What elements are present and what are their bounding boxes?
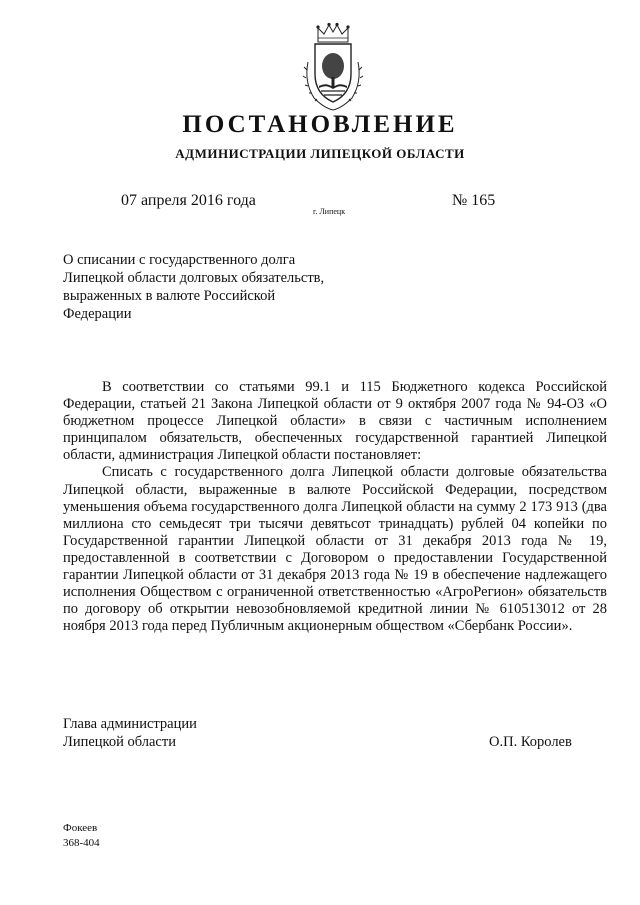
signatory-position-line: Глава администрации <box>63 716 197 732</box>
subject-line: выраженных в валюте Российской <box>63 288 276 304</box>
executor-name: Фокеев <box>63 822 98 834</box>
document-date: 07 апреля 2016 года <box>121 192 256 209</box>
body-paragraph: В соответствии со статьями 99.1 и 115 Бюджетного кодекса Российской Федерации, статьей 21 Закона Липецкой области от 9 октября 2007 года № 94-ОЗ «О бюджетном процессе Липецкой области» в связи с частичным исполнением принципалом обязательств, обеспеченных государственной гарантией Липецкой области, администрация Липецкой области постановляет: <box>63 379 607 464</box>
executor-phone: 368-404 <box>63 837 100 849</box>
document-city: г. Липецк <box>313 207 346 216</box>
executor-info <box>63 821 100 851</box>
lipetsk-coat-of-arms-icon <box>300 22 366 114</box>
document-issuer: АДМИНИСТРАЦИИ ЛИПЕЦКОЙ ОБЛАСТИ <box>175 146 465 161</box>
document-subject <box>63 251 363 323</box>
document-title: ПОСТАНОВЛЕНИЕ <box>182 111 458 138</box>
subject-line: О списании с государственного долга <box>63 252 296 268</box>
signatory-name: О.П. Королев <box>489 734 572 750</box>
subject-line: Липецкой области долговых обязательств, <box>63 270 325 286</box>
signatory-position-line: Липецкой области <box>63 734 176 750</box>
body-paragraph: Списать с государственного долга Липецкой области долговые обязательства Липецкой области, выраженные в валюте Российской Федерации, посредством уменьшения объема государственного долга Липецкой области на сумму 2 173 913 (два миллиона сто семьдесят три тысячи девятьсот тринадцать) рублей 04 копейки по Государственной гарантии Липецкой области от 31 декабря 2013 года № 19, предоставленной в соответствии с Договором о предоставлении Государственной гарантии Липецкой области от 31 декабря 2013 года № 19 в обеспечение надлежащего исполнения Обществом с ограниченной ответственностью «АгроРегион» обязательств по договору об открытии невозобновляемой кредитной линии № 610513012 от 28 ноября 2013 года перед Публичным акционерным обществом «Сбербанк России». <box>63 464 607 635</box>
document-number: № 165 <box>452 192 496 209</box>
document-body <box>63 379 607 635</box>
signatory-position <box>63 715 197 751</box>
subject-line: Федерации <box>63 306 132 322</box>
